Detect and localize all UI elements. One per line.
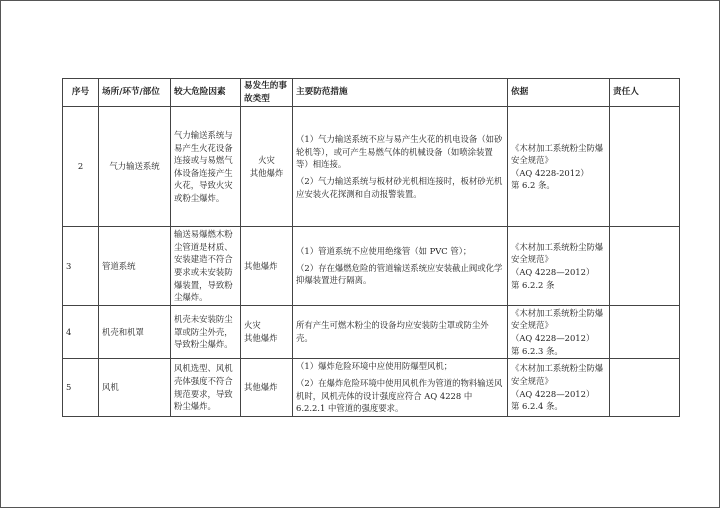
cell-measures — [293, 359, 508, 417]
cell-hazard: 气力输送系统与易产生火花设备连接或与易燃气体设备连接产生火花，导致火灾或粉尘爆炸。 — [171, 107, 241, 227]
basis-clause: 第 6.2 条。 — [511, 180, 555, 191]
cell-basis — [508, 107, 610, 227]
basis-clause: 第 6.2.3 条。 — [511, 345, 563, 356]
measure-item: 所有产生可燃木粉尘的设备均应安装防尘罩或防尘外壳。 — [296, 320, 489, 343]
cell-location: 气力输送系统 — [99, 107, 171, 227]
cell-responsible — [610, 107, 680, 227]
measure-item: （1）气力输送系统不应与易产生火花的机电设备（如砂轮机等），或可产生易燃气体的机械设备（如喷涂装置等）相连接。 — [296, 134, 503, 170]
cell-location: 风机 — [99, 359, 171, 417]
cell-responsible — [610, 359, 680, 417]
cell-hazard: 输送易爆燃木粉尘管道是材质、安装建造不符合要求或未安装防爆装置，导致粉尘爆炸。 — [171, 227, 241, 306]
table-row — [63, 305, 680, 358]
cell-basis — [508, 227, 610, 306]
header-no: 序号 — [63, 79, 99, 107]
measure-item: （2）气力输送系统与板材砂光机相连接时，板材砂光机应安装火花探测和自动报警装置。 — [296, 175, 503, 199]
measure-item: （2）在爆炸危险环境中使用风机作为管道的物料输送风机时，风机壳体的设计强度应符合 AQ 4228 中 6.2.2.1 中管道的强度要求。 — [296, 378, 503, 414]
measure-item: （1）爆炸危险环境中应使用防爆型风机； — [296, 361, 453, 372]
header-accident: 易发生的事故类型 — [241, 79, 293, 107]
basis-code: （AQ 4228-2012） — [511, 167, 589, 178]
cell-accident: 其他爆炸 — [241, 227, 293, 306]
cell-measures — [293, 107, 508, 227]
basis-title: 《木材加工系统粉尘防爆安全规范》 — [511, 363, 604, 387]
table-header-row — [63, 79, 680, 107]
cell-basis — [508, 359, 610, 417]
header-measures: 主要防范措施 — [293, 79, 508, 107]
basis-clause: 第 6.2.4 条。 — [511, 401, 563, 412]
cell-no: 2 — [63, 107, 99, 227]
cell-measures — [293, 305, 508, 358]
hazard-table — [62, 78, 680, 417]
measure-item: （1）管道系统不应使用绝缘管（如 PVC 管）； — [296, 246, 472, 257]
cell-measures — [293, 227, 508, 306]
table-row — [63, 359, 680, 417]
basis-code: （AQ 4228—2012） — [511, 332, 595, 343]
cell-accident: 火灾 其他爆炸 — [241, 107, 293, 227]
cell-location: 管道系统 — [99, 227, 171, 306]
cell-no: 3 — [63, 227, 99, 306]
cell-hazard: 风机选型、风机壳体强度不符合规范要求，导致粉尘爆炸。 — [171, 359, 241, 417]
basis-title: 《木材加工系统粉尘防爆安全规范》 — [511, 241, 604, 265]
measure-item: （2）存在爆燃危险的管道输送系统应安装截止阀或化学抑爆装置进行隔离。 — [296, 262, 503, 286]
basis-code: （AQ 4228—2012） — [511, 266, 595, 277]
header-hazard: 较大危险因素 — [171, 79, 241, 107]
cell-responsible — [610, 227, 680, 306]
cell-hazard: 机壳未安装防尘罩或防尘外壳，导致粉尘爆炸。 — [171, 305, 241, 358]
cell-accident: 火灾 其他爆炸 — [241, 305, 293, 358]
basis-title: 《木材加工系统粉尘防爆安全规范》 — [511, 307, 604, 331]
cell-basis — [508, 305, 610, 358]
header-responsible: 责任人 — [610, 79, 680, 107]
cell-responsible — [610, 305, 680, 358]
cell-accident: 其他爆炸 — [241, 359, 293, 417]
table-row — [63, 107, 680, 227]
cell-location: 机壳和机罩 — [99, 305, 171, 358]
cell-no: 4 — [63, 305, 99, 358]
basis-code: （AQ 4228—2012） — [511, 388, 595, 399]
table-row — [63, 227, 680, 306]
header-basis: 依据 — [508, 79, 610, 107]
cell-no: 5 — [63, 359, 99, 417]
header-location: 场所/环节/部位 — [99, 79, 171, 107]
basis-clause: 第 6.2.2 条 — [511, 279, 555, 290]
basis-title: 《木材加工系统粉尘防爆安全规范》 — [511, 142, 604, 166]
